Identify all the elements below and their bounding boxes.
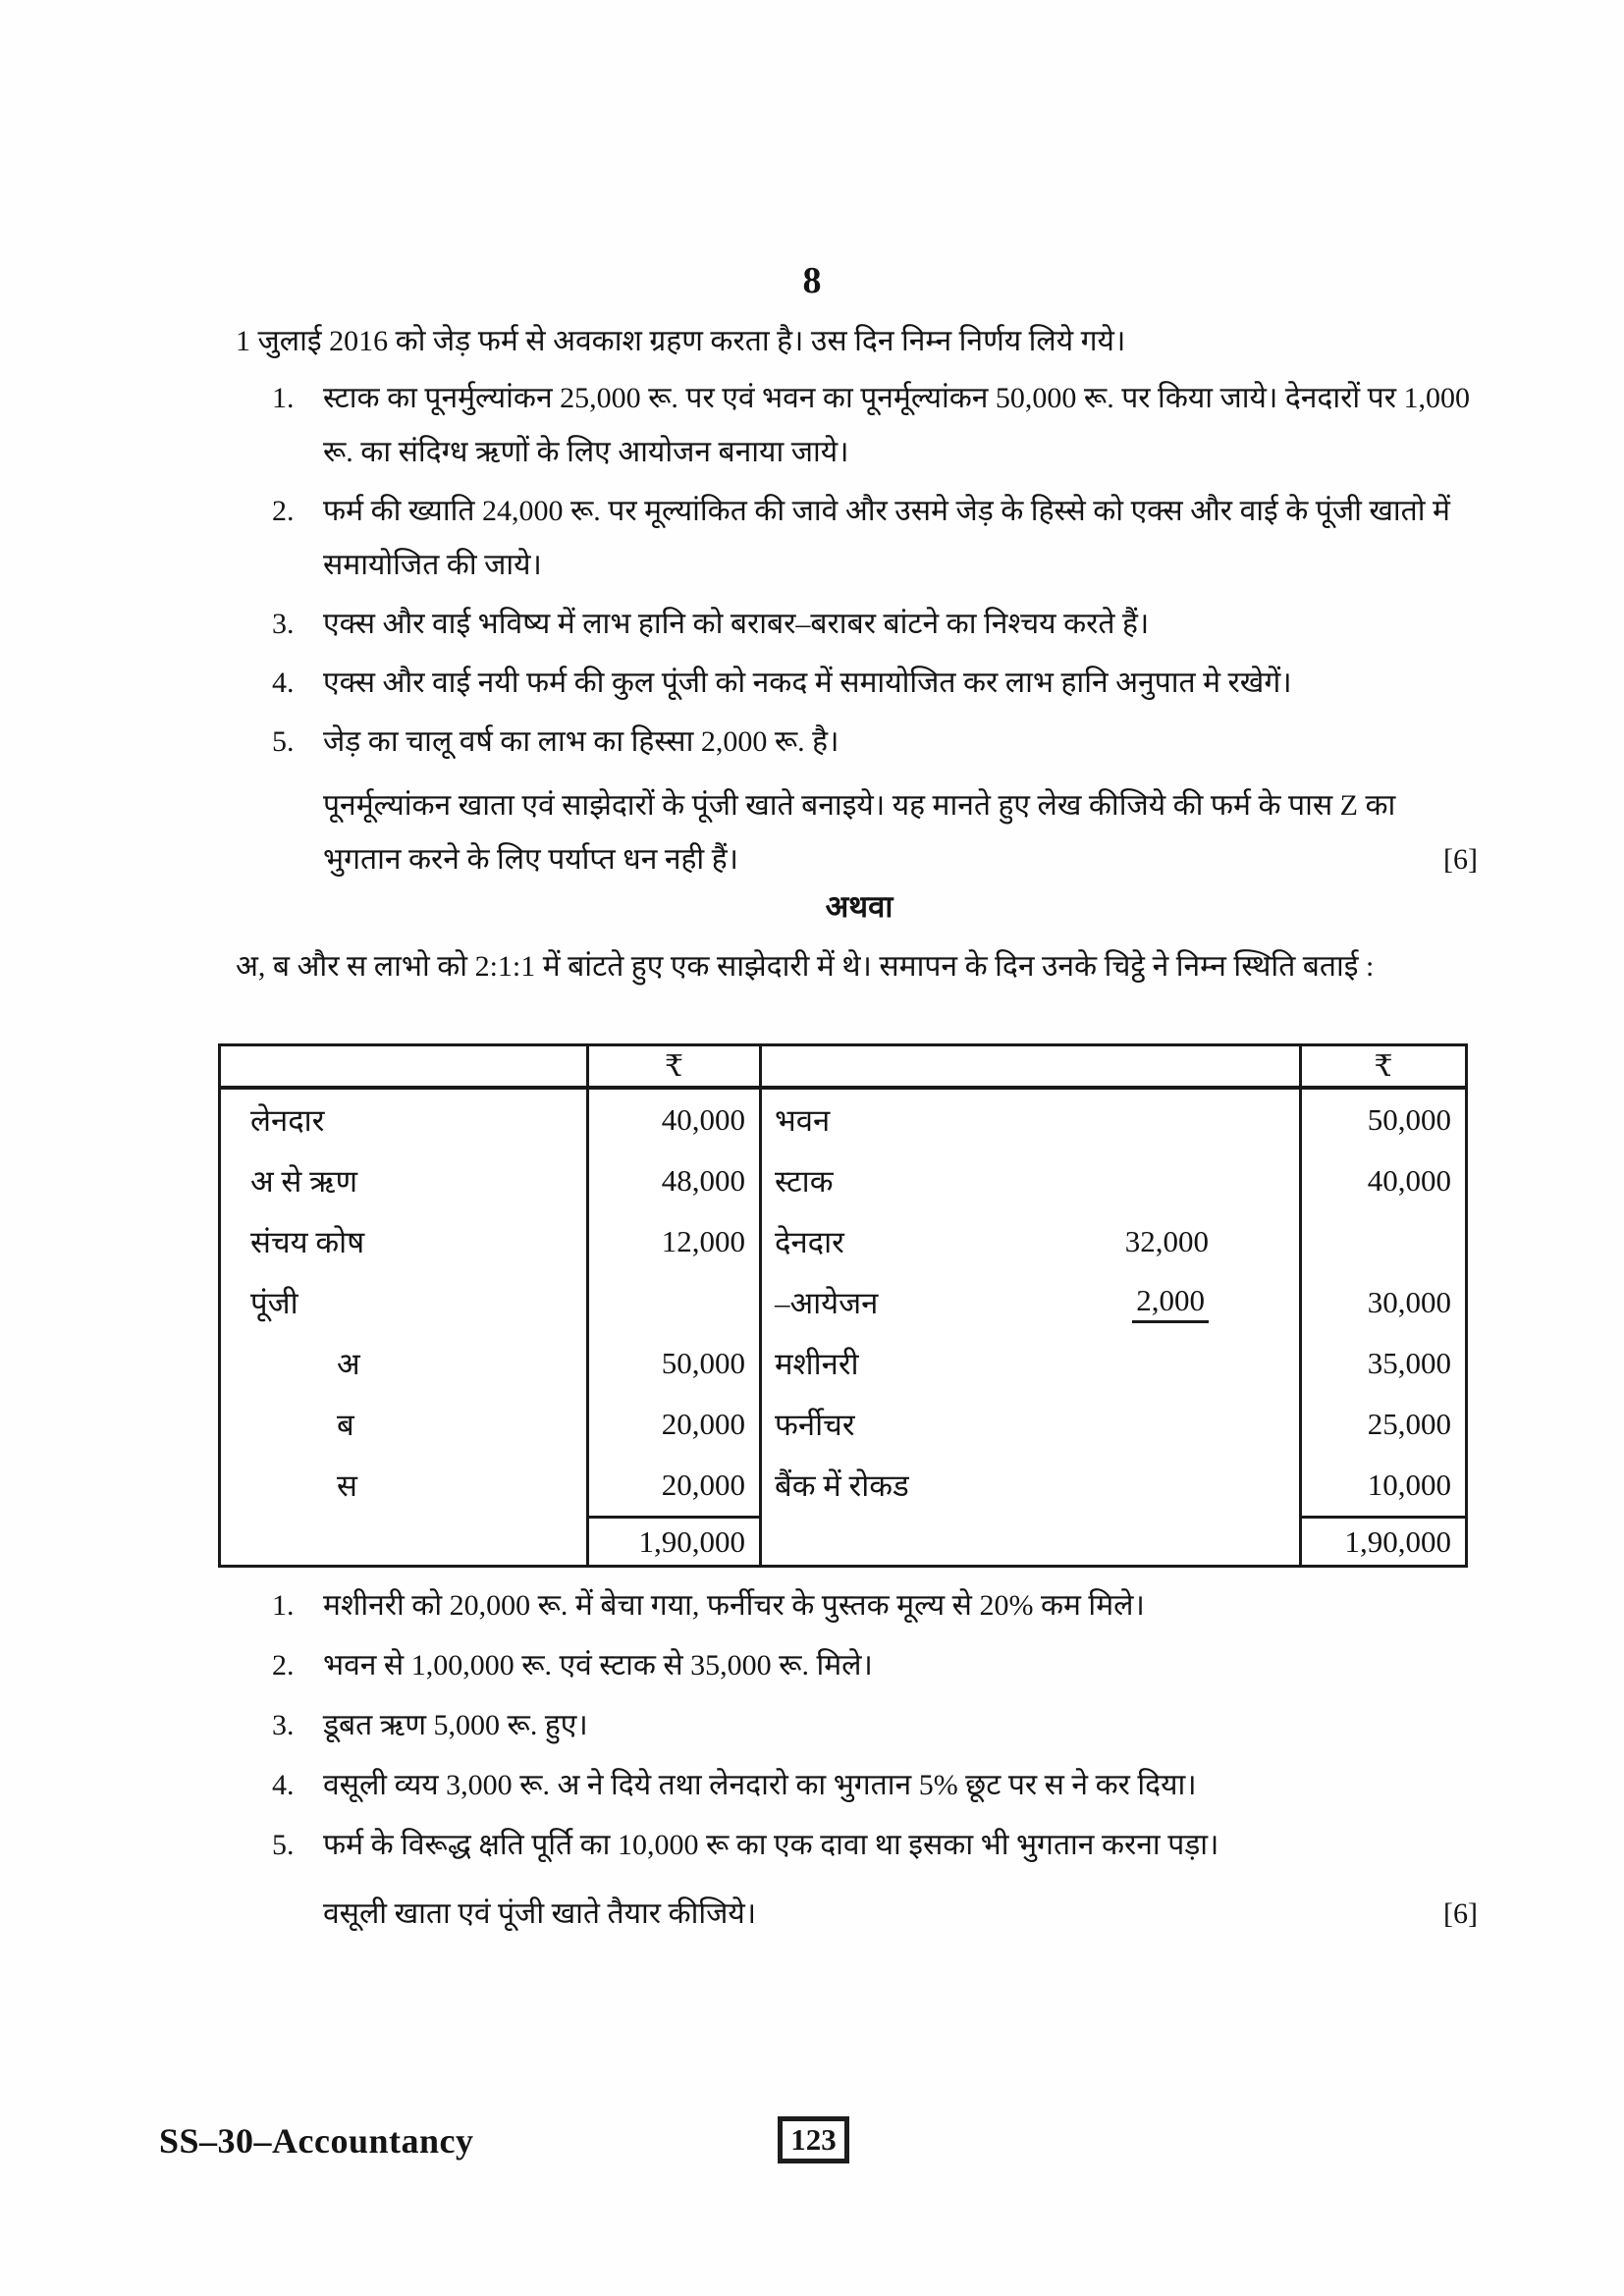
asset-label: देनदार: [775, 1225, 844, 1259]
asset-name: [762, 1211, 1302, 1272]
list-item: [272, 715, 1489, 769]
table-row: [221, 1333, 1465, 1394]
top-page-number: 8: [802, 260, 822, 301]
asset-label: स्टाक: [775, 1164, 834, 1199]
footer-code: SS–30–Accountancy: [159, 2121, 474, 2161]
balance-sheet-total-row: [221, 1516, 1465, 1565]
total-right-amount: 1,90,000: [1302, 1516, 1465, 1565]
liability-amount: 50,000: [589, 1333, 762, 1394]
liability-name: अ: [221, 1333, 589, 1394]
asset-label: मशीनरी: [775, 1347, 859, 1381]
list-item: [272, 597, 1489, 651]
marks-badge: [6]: [1443, 843, 1478, 876]
table-row: [221, 1455, 1465, 1516]
total-left-amount: 1,90,000: [589, 1516, 762, 1565]
asset-name: [762, 1090, 1302, 1150]
balance-sheet-body: [221, 1090, 1465, 1516]
asset-name: [762, 1333, 1302, 1394]
item-text: डूबत ऋण 5,000 रू. हुए।: [323, 1709, 588, 1741]
liability-amount: 48,000: [589, 1150, 762, 1211]
balance-sheet-table: [218, 1043, 1468, 1568]
asset-amount: 30,000: [1367, 1285, 1451, 1319]
asset-amount: 50,000: [1367, 1102, 1451, 1137]
list-item: [272, 1818, 1489, 1872]
item-number: 5.: [272, 1829, 295, 1861]
liability-amount: [589, 1272, 762, 1333]
asset-label: भवन: [775, 1103, 831, 1138]
item-text: फर्म की ख्याति 24,000 रू. पर मूल्यांकित की जावे और उसमे जेड़ के हिस्से को एक्स और वाई के पूंजी खातो में समायोजित की जाये।: [323, 495, 1450, 581]
closing-text: पूनर्मूल्यांकन खाता एवं साझेदारों के पूंजी खाते बनाइये। यह मानते हुए लेख कीजिये की फर्म के पास Z का भुगतान करने के लिए पर्याप्त धन नही हैं।: [323, 789, 1396, 876]
closing-text: वसूली खाता एवं पूंजी खाते तैयार कीजिये।: [323, 1897, 757, 1930]
table-row: [221, 1211, 1465, 1272]
asset-name: [762, 1272, 1302, 1333]
item-text: मशीनरी को 20,000 रू. में बेचा गया, फर्नीचर के पुस्तक मूल्य से 20% कम मिले।: [323, 1589, 1145, 1622]
list-item: [272, 484, 1489, 592]
list-item: [272, 1758, 1489, 1812]
marks-badge: [6]: [1443, 1897, 1478, 1930]
total-blank-cell: [762, 1516, 1302, 1565]
liability-name: लेनदार: [221, 1090, 589, 1150]
asset-label: –आयेजन: [775, 1286, 879, 1320]
liability-name: संचय कोष: [221, 1211, 589, 1272]
rupee-symbol-header: ₹: [1302, 1046, 1465, 1090]
list-item: [272, 1638, 1489, 1692]
item-number: 3.: [272, 1709, 295, 1741]
liability-amount: 20,000: [589, 1455, 762, 1516]
list-item: [272, 1698, 1489, 1752]
liability-amount: 20,000: [589, 1394, 762, 1455]
item-number: 4.: [272, 667, 295, 699]
table-row: [221, 1272, 1465, 1333]
or-label: अथवा: [825, 889, 893, 924]
item-number: 3.: [272, 608, 295, 640]
liability-name: अ से ऋण: [221, 1150, 589, 1211]
liability-amount: 12,000: [589, 1211, 762, 1272]
question-b-intro: अ, ब और स लाभो को 2:1:1 में बांटते हुए एक साझेदारी में थे। समापन के दिन उनके चिट्ठे ने निम्न स्थिति बताई :: [236, 950, 1375, 983]
header-cell-blank: [762, 1046, 1302, 1090]
asset-amount: 35,000: [1367, 1346, 1451, 1380]
question-a-list: [272, 371, 1489, 774]
question-a-closing: [323, 778, 1480, 886]
liability-amount: 40,000: [589, 1090, 762, 1150]
item-text: वसूली व्यय 3,000 रू. अ ने दिये तथा लेनदारो का भुगतान 5% छूट पर स ने कर दिया।: [323, 1769, 1197, 1801]
asset-amount: [1302, 1211, 1465, 1272]
asset-name: [762, 1394, 1302, 1455]
item-text: फर्म के विरूद्ध क्षति पूर्ति का 10,000 रू का एक दावा था इसका भी भुगतान करना पड़ा।: [323, 1829, 1219, 1861]
item-text: जेड़ का चालू वर्ष का लाभ का हिस्सा 2,000 रू. है।: [323, 725, 839, 758]
item-text: भवन से 1,00,000 रू. एवं स्टाक से 35,000 रू. मिले।: [323, 1649, 873, 1682]
asset-inline-amount: 32,000: [1124, 1224, 1209, 1258]
question-a-intro: 1 जुलाई 2016 को जेड़ फर्म से अवकाश ग्रहण करता है। उस दिन निम्न निर्णय लिये गये।: [236, 325, 1126, 357]
asset-name: [762, 1150, 1302, 1211]
total-blank-cell: [221, 1516, 589, 1565]
balance-sheet-header-row: [221, 1046, 1465, 1090]
table-row: [221, 1394, 1465, 1455]
list-item: [272, 371, 1489, 479]
rupee-symbol-header: ₹: [589, 1046, 762, 1090]
item-text: एक्स और वाई नयी फर्म की कुल पूंजी को नकद में समायोजित कर लाभ हानि अनुपात मे रखेगें।: [323, 667, 1292, 699]
asset-label: बैंक में रोकड: [775, 1468, 909, 1503]
asset-amount: 10,000: [1367, 1468, 1451, 1502]
item-number: 2.: [272, 1649, 295, 1682]
item-text: स्टाक का पूनर्मुल्यांकन 25,000 रू. पर एवं भवन का पूनर्मूल्यांकन 50,000 रू. पर किया जाये। देनदारों पर 1,000 रू. का संदिग्ध ऋणों के लिए आयोजन बनाया जाये।: [323, 382, 1470, 468]
list-item: [272, 656, 1489, 710]
list-item: [272, 1578, 1489, 1632]
question-b-closing: [323, 1887, 1480, 1941]
item-number: 1.: [272, 1589, 295, 1622]
item-text: एक्स और वाई भविष्य में लाभ हानि को बराबर–बराबर बांटने का निश्चय करते हैं।: [323, 608, 1150, 640]
question-b-list: [272, 1578, 1489, 1878]
item-number: 1.: [272, 382, 295, 414]
asset-amount: 25,000: [1367, 1407, 1451, 1441]
liability-name: पूंजी: [221, 1272, 589, 1333]
asset-amount: 40,000: [1367, 1163, 1451, 1198]
table-row: [221, 1090, 1465, 1150]
item-number: 4.: [272, 1769, 295, 1801]
item-number: 2.: [272, 495, 295, 527]
item-number: 5.: [272, 725, 295, 758]
asset-label: फर्नीचर: [775, 1408, 855, 1442]
asset-inline-amount-underlined: 2,000: [1132, 1283, 1209, 1323]
table-row: [221, 1150, 1465, 1211]
liability-name: स: [221, 1455, 589, 1516]
asset-name: [762, 1455, 1302, 1516]
header-cell-blank: [221, 1046, 589, 1090]
liability-name: ब: [221, 1394, 589, 1455]
footer-page-number: 123: [778, 2116, 849, 2163]
